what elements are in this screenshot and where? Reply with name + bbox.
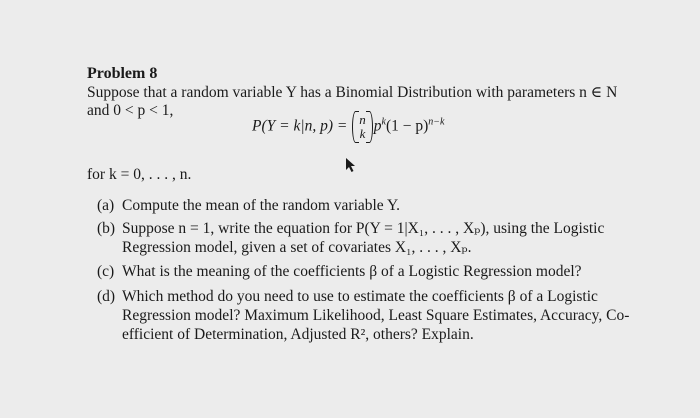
for-line: for k = 0, . . . , n. [87,166,192,183]
item-text: Regression model, given a set of covariates X₁, . . . , Xₚ. [122,239,472,256]
item-text: Compute the mean of the random variable Y. [122,197,401,214]
formula-rest-exponent: n−k [428,116,445,128]
item-label: (b) [97,220,116,237]
item-text: efficient of Determination, Adjusted R², others? Explain. [122,326,474,343]
formula-rest: (1 − p) [385,117,429,135]
item-label: (a) [97,197,115,214]
item-text: Which method do you need to use to estimate the coefficients β of a Logistic [122,288,598,305]
intro-line-1: Suppose that a random variable Y has a Binomial Distribution with parameters n ∈ N [87,84,618,101]
item-label: (c) [97,263,115,280]
mouse-pointer-icon [344,157,358,173]
problem-title: Problem 8 [87,65,158,82]
binomial-formula [252,113,444,141]
item-text: What is the meaning of the coefficients β of a Logistic Regression model? [122,263,582,280]
binomial-coefficient [352,113,373,141]
item-text: Suppose n = 1, write the equation for P(Y = 1|X₁, . . . , Xₚ), using the Logistic [122,220,605,237]
formula-p-exponent: k [381,116,386,128]
item-text: Regression model? Maximum Likelihood, Least Square Estimates, Accuracy, Co- [122,307,630,324]
item-label: (d) [97,288,116,305]
formula-lhs: P(Y = k|n, p) = [252,117,348,135]
intro-line-2: and 0 < p < 1, [87,102,174,119]
binom-bottom: k [359,126,366,141]
formula-p: p [373,117,382,135]
binom-top: n [359,112,366,127]
